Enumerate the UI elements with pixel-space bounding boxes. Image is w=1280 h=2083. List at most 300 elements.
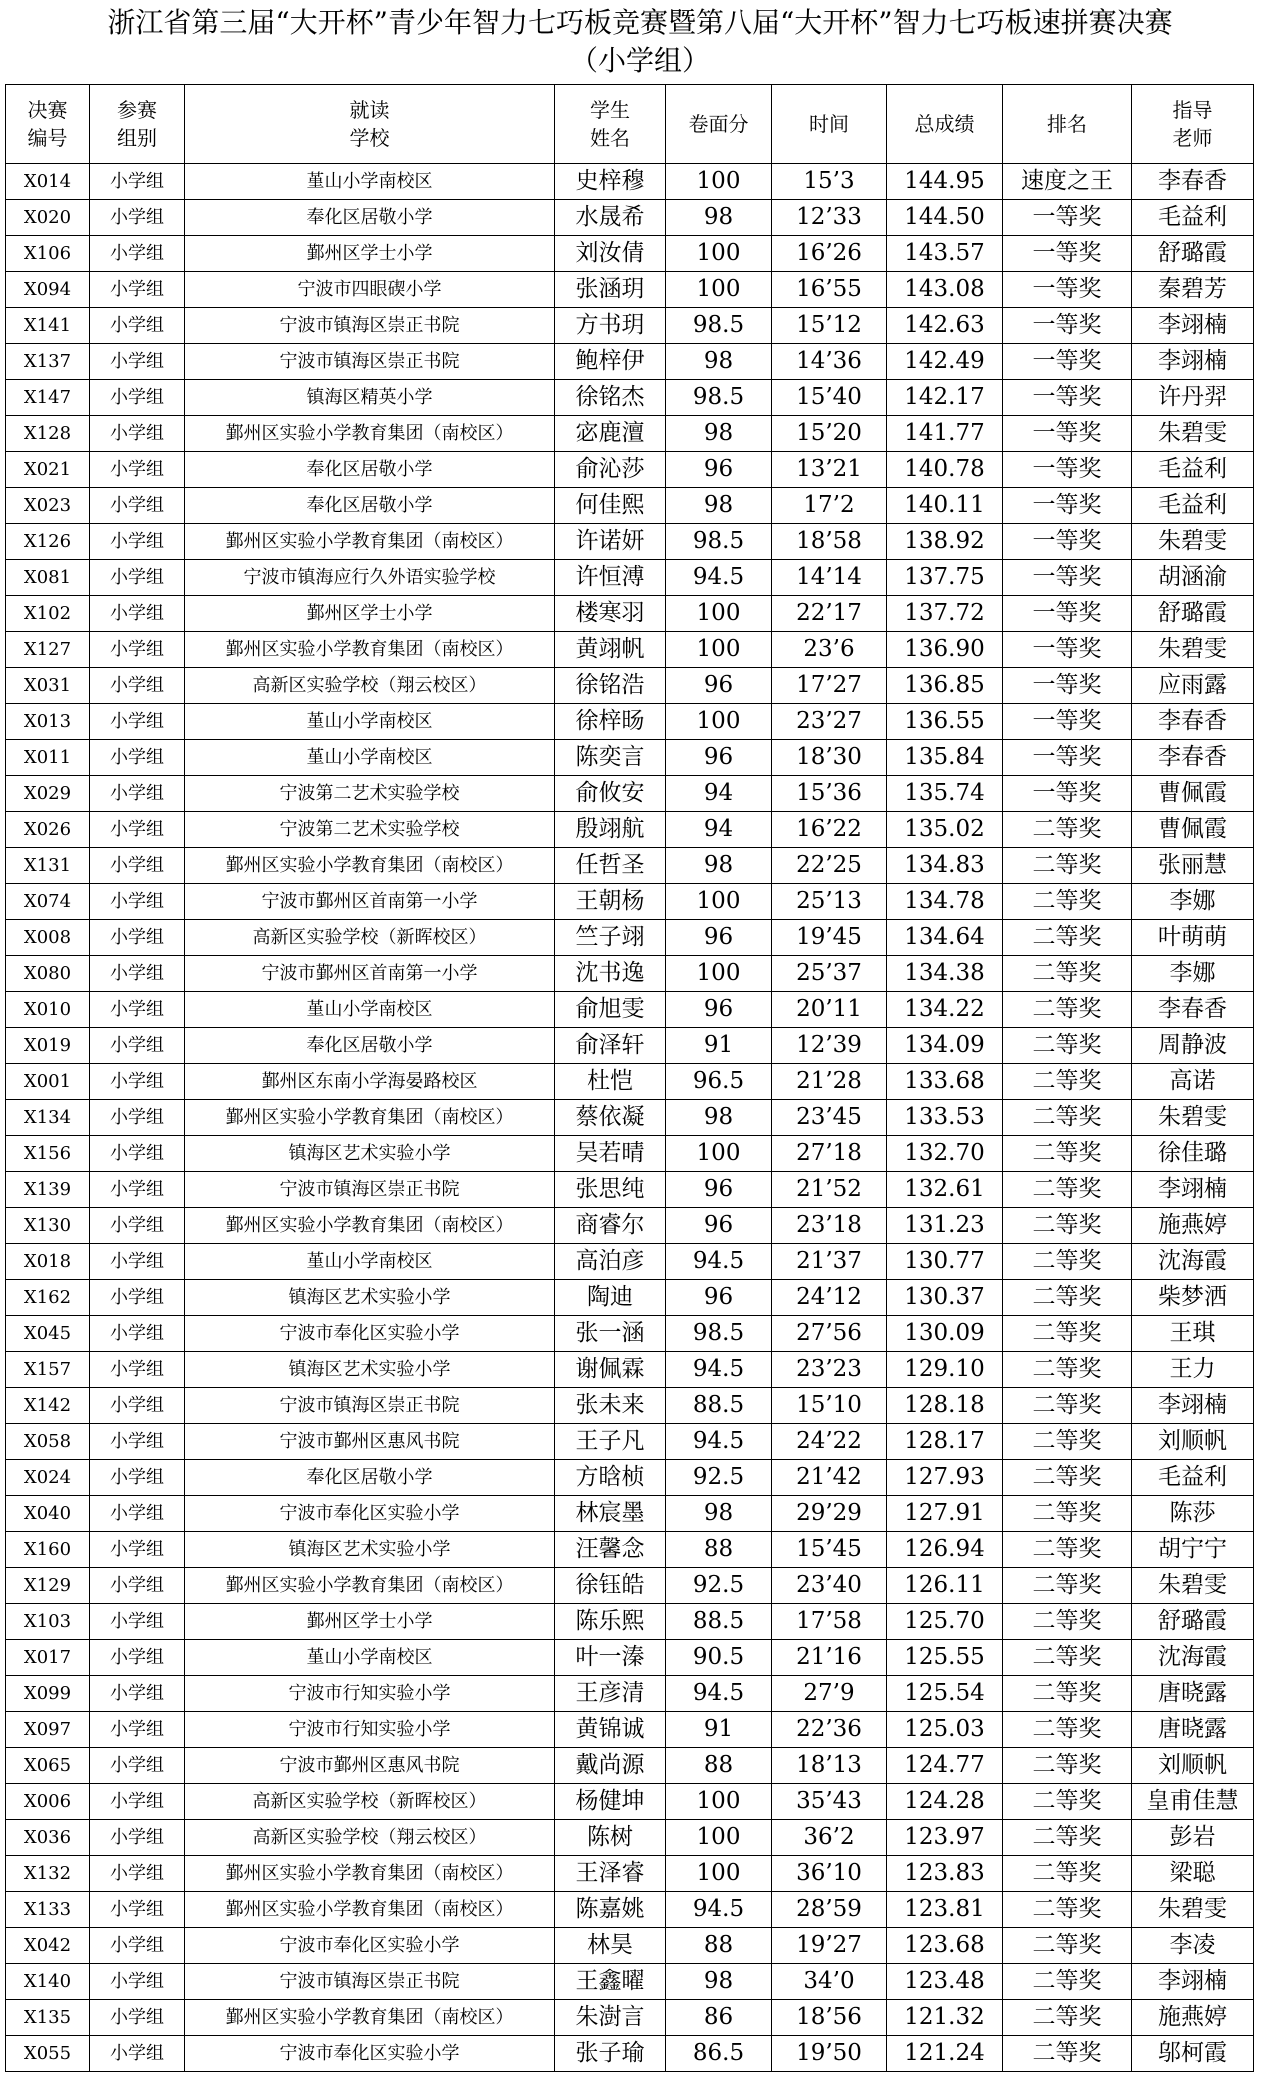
cell-student-name: 黄锦诚 bbox=[555, 1712, 666, 1748]
cell-paper-score: 100 bbox=[666, 1820, 772, 1856]
cell-student-name: 史梓穆 bbox=[555, 164, 666, 200]
table-row bbox=[6, 1388, 1254, 1424]
cell-school: 宁波市行知实验小学 bbox=[185, 1712, 555, 1748]
cell-paper-score: 98 bbox=[666, 344, 772, 380]
cell-total-score: 123.97 bbox=[887, 1820, 1003, 1856]
table-body bbox=[6, 164, 1254, 2072]
cell-final-id: X128 bbox=[6, 416, 90, 452]
cell-paper-score: 100 bbox=[666, 272, 772, 308]
cell-time: 23’18 bbox=[772, 1208, 887, 1244]
cell-paper-score: 94.5 bbox=[666, 1244, 772, 1280]
table-row bbox=[6, 1640, 1254, 1676]
cell-student-name: 张思纯 bbox=[555, 1172, 666, 1208]
cell-final-id: X102 bbox=[6, 596, 90, 632]
cell-total-score: 125.70 bbox=[887, 1604, 1003, 1640]
cell-time: 35’43 bbox=[772, 1784, 887, 1820]
cell-teacher: 皇甫佳慧 bbox=[1132, 1784, 1254, 1820]
cell-group: 小学组 bbox=[90, 1748, 185, 1784]
cell-teacher: 唐晓露 bbox=[1132, 1712, 1254, 1748]
cell-group: 小学组 bbox=[90, 2000, 185, 2036]
cell-ranking: 二等奖 bbox=[1003, 1856, 1132, 1892]
cell-ranking: 二等奖 bbox=[1003, 1820, 1132, 1856]
cell-total-score: 134.09 bbox=[887, 1028, 1003, 1064]
cell-group: 小学组 bbox=[90, 1172, 185, 1208]
header-total-score bbox=[887, 85, 1003, 164]
cell-time: 24’12 bbox=[772, 1280, 887, 1316]
cell-teacher: 李娜 bbox=[1132, 956, 1254, 992]
table-row bbox=[6, 956, 1254, 992]
cell-group: 小学组 bbox=[90, 2036, 185, 2072]
cell-school: 鄞州区学士小学 bbox=[185, 1604, 555, 1640]
cell-teacher: 张丽慧 bbox=[1132, 848, 1254, 884]
cell-final-id: X129 bbox=[6, 1568, 90, 1604]
cell-final-id: X157 bbox=[6, 1352, 90, 1388]
cell-school: 宁波市四眼碶小学 bbox=[185, 272, 555, 308]
table-row bbox=[6, 452, 1254, 488]
cell-paper-score: 88 bbox=[666, 1532, 772, 1568]
cell-total-score: 137.72 bbox=[887, 596, 1003, 632]
cell-group: 小学组 bbox=[90, 524, 185, 560]
cell-paper-score: 94 bbox=[666, 812, 772, 848]
cell-ranking: 一等奖 bbox=[1003, 452, 1132, 488]
cell-group: 小学组 bbox=[90, 308, 185, 344]
header-label-line1: 排名 bbox=[1047, 112, 1087, 136]
cell-final-id: X147 bbox=[6, 380, 90, 416]
cell-school: 宁波市镇海区崇正书院 bbox=[185, 1964, 555, 2000]
cell-final-id: X162 bbox=[6, 1280, 90, 1316]
cell-final-id: X142 bbox=[6, 1388, 90, 1424]
table-row bbox=[6, 560, 1254, 596]
cell-final-id: X106 bbox=[6, 236, 90, 272]
cell-final-id: X055 bbox=[6, 2036, 90, 2072]
cell-group: 小学组 bbox=[90, 200, 185, 236]
cell-ranking: 一等奖 bbox=[1003, 560, 1132, 596]
cell-student-name: 谢佩霖 bbox=[555, 1352, 666, 1388]
cell-time: 25’13 bbox=[772, 884, 887, 920]
cell-final-id: X021 bbox=[6, 452, 90, 488]
table-header bbox=[6, 85, 1254, 164]
cell-group: 小学组 bbox=[90, 1460, 185, 1496]
table-row bbox=[6, 668, 1254, 704]
cell-teacher: 彭岩 bbox=[1132, 1820, 1254, 1856]
cell-paper-score: 91 bbox=[666, 1712, 772, 1748]
cell-time: 15’45 bbox=[772, 1532, 887, 1568]
cell-time: 16’55 bbox=[772, 272, 887, 308]
cell-total-score: 143.08 bbox=[887, 272, 1003, 308]
cell-paper-score: 98 bbox=[666, 416, 772, 452]
cell-ranking: 二等奖 bbox=[1003, 1604, 1132, 1640]
table-row bbox=[6, 1676, 1254, 1712]
cell-total-score: 140.11 bbox=[887, 488, 1003, 524]
cell-total-score: 136.55 bbox=[887, 704, 1003, 740]
cell-final-id: X103 bbox=[6, 1604, 90, 1640]
cell-ranking: 二等奖 bbox=[1003, 812, 1132, 848]
cell-paper-score: 100 bbox=[666, 596, 772, 632]
cell-school: 鄞州区实验小学教育集团（南校区） bbox=[185, 1208, 555, 1244]
cell-final-id: X001 bbox=[6, 1064, 90, 1100]
header-row bbox=[6, 85, 1254, 164]
cell-paper-score: 100 bbox=[666, 1784, 772, 1820]
cell-school: 鄞州区实验小学教育集团（南校区） bbox=[185, 416, 555, 452]
cell-teacher: 毛益利 bbox=[1132, 488, 1254, 524]
cell-ranking: 二等奖 bbox=[1003, 1028, 1132, 1064]
header-ranking bbox=[1003, 85, 1132, 164]
cell-student-name: 杨健坤 bbox=[555, 1784, 666, 1820]
cell-paper-score: 98.5 bbox=[666, 308, 772, 344]
cell-time: 15’40 bbox=[772, 380, 887, 416]
cell-school: 宁波市鄞州区惠风书院 bbox=[185, 1748, 555, 1784]
table-row bbox=[6, 380, 1254, 416]
cell-teacher: 许丹羿 bbox=[1132, 380, 1254, 416]
cell-ranking: 二等奖 bbox=[1003, 1568, 1132, 1604]
cell-student-name: 王鑫曜 bbox=[555, 1964, 666, 2000]
cell-ranking: 一等奖 bbox=[1003, 380, 1132, 416]
cell-paper-score: 98.5 bbox=[666, 380, 772, 416]
cell-student-name: 方晗桢 bbox=[555, 1460, 666, 1496]
cell-student-name: 张未来 bbox=[555, 1388, 666, 1424]
cell-final-id: X134 bbox=[6, 1100, 90, 1136]
cell-teacher: 梁聪 bbox=[1132, 1856, 1254, 1892]
cell-student-name: 俞攸安 bbox=[555, 776, 666, 812]
cell-group: 小学组 bbox=[90, 668, 185, 704]
cell-student-name: 俞旭雯 bbox=[555, 992, 666, 1028]
cell-student-name: 王泽睿 bbox=[555, 1856, 666, 1892]
cell-group: 小学组 bbox=[90, 1352, 185, 1388]
cell-ranking: 二等奖 bbox=[1003, 1964, 1132, 2000]
cell-final-id: X023 bbox=[6, 488, 90, 524]
table-row bbox=[6, 596, 1254, 632]
cell-paper-score: 96 bbox=[666, 1208, 772, 1244]
cell-total-score: 124.28 bbox=[887, 1784, 1003, 1820]
cell-paper-score: 96 bbox=[666, 992, 772, 1028]
cell-time: 15’20 bbox=[772, 416, 887, 452]
table-row bbox=[6, 848, 1254, 884]
cell-student-name: 许恒溥 bbox=[555, 560, 666, 596]
cell-ranking: 二等奖 bbox=[1003, 956, 1132, 992]
header-label-line1: 就读 bbox=[349, 98, 390, 122]
cell-final-id: X018 bbox=[6, 1244, 90, 1280]
cell-group: 小学组 bbox=[90, 1892, 185, 1928]
cell-school: 宁波市镇海区崇正书院 bbox=[185, 308, 555, 344]
cell-group: 小学组 bbox=[90, 1136, 185, 1172]
table-row bbox=[6, 1136, 1254, 1172]
cell-final-id: X140 bbox=[6, 1964, 90, 2000]
cell-final-id: X017 bbox=[6, 1640, 90, 1676]
cell-student-name: 鲍梓伊 bbox=[555, 344, 666, 380]
cell-time: 21’37 bbox=[772, 1244, 887, 1280]
cell-time: 27’56 bbox=[772, 1316, 887, 1352]
table-row bbox=[6, 1964, 1254, 2000]
cell-student-name: 蔡依凝 bbox=[555, 1100, 666, 1136]
cell-group: 小学组 bbox=[90, 488, 185, 524]
cell-group: 小学组 bbox=[90, 380, 185, 416]
cell-paper-score: 98.5 bbox=[666, 524, 772, 560]
cell-time: 19’50 bbox=[772, 2036, 887, 2072]
cell-student-name: 宓鹿澶 bbox=[555, 416, 666, 452]
cell-teacher: 徐佳璐 bbox=[1132, 1136, 1254, 1172]
table-row bbox=[6, 1352, 1254, 1388]
table-row bbox=[6, 1208, 1254, 1244]
table-row bbox=[6, 1712, 1254, 1748]
cell-total-score: 133.53 bbox=[887, 1100, 1003, 1136]
cell-final-id: X130 bbox=[6, 1208, 90, 1244]
cell-paper-score: 96.5 bbox=[666, 1064, 772, 1100]
cell-teacher: 舒璐霞 bbox=[1132, 236, 1254, 272]
cell-total-score: 136.90 bbox=[887, 632, 1003, 668]
table-row bbox=[6, 740, 1254, 776]
cell-final-id: X008 bbox=[6, 920, 90, 956]
cell-time: 29’29 bbox=[772, 1496, 887, 1532]
cell-group: 小学组 bbox=[90, 1568, 185, 1604]
cell-final-id: X099 bbox=[6, 1676, 90, 1712]
cell-final-id: X126 bbox=[6, 524, 90, 560]
cell-student-name: 陈树 bbox=[555, 1820, 666, 1856]
cell-teacher: 胡宁宁 bbox=[1132, 1532, 1254, 1568]
cell-school: 奉化区居敬小学 bbox=[185, 452, 555, 488]
table-row bbox=[6, 524, 1254, 560]
cell-time: 23’40 bbox=[772, 1568, 887, 1604]
cell-school: 宁波市鄞州区惠风书院 bbox=[185, 1424, 555, 1460]
cell-student-name: 王朝杨 bbox=[555, 884, 666, 920]
cell-ranking: 二等奖 bbox=[1003, 1208, 1132, 1244]
table-row bbox=[6, 776, 1254, 812]
cell-group: 小学组 bbox=[90, 1532, 185, 1568]
cell-paper-score: 94.5 bbox=[666, 1892, 772, 1928]
cell-ranking: 二等奖 bbox=[1003, 1064, 1132, 1100]
cell-time: 16’22 bbox=[772, 812, 887, 848]
cell-ranking: 二等奖 bbox=[1003, 2000, 1132, 2036]
cell-final-id: X074 bbox=[6, 884, 90, 920]
cell-total-score: 124.77 bbox=[887, 1748, 1003, 1784]
cell-ranking: 一等奖 bbox=[1003, 596, 1132, 632]
cell-ranking: 二等奖 bbox=[1003, 1136, 1132, 1172]
cell-final-id: X081 bbox=[6, 560, 90, 596]
header-label-line2: 老师 bbox=[1172, 126, 1213, 150]
cell-student-name: 何佳熙 bbox=[555, 488, 666, 524]
cell-school: 镇海区艺术实验小学 bbox=[185, 1352, 555, 1388]
cell-final-id: X135 bbox=[6, 2000, 90, 2036]
cell-time: 36’10 bbox=[772, 1856, 887, 1892]
cell-time: 16’26 bbox=[772, 236, 887, 272]
cell-time: 17’27 bbox=[772, 668, 887, 704]
cell-paper-score: 94.5 bbox=[666, 1424, 772, 1460]
cell-teacher: 高诺 bbox=[1132, 1064, 1254, 1100]
cell-total-score: 142.49 bbox=[887, 344, 1003, 380]
table-row bbox=[6, 812, 1254, 848]
cell-student-name: 林宸墨 bbox=[555, 1496, 666, 1532]
header-label-line1: 指导 bbox=[1172, 98, 1213, 122]
cell-group: 小学组 bbox=[90, 1064, 185, 1100]
cell-final-id: X006 bbox=[6, 1784, 90, 1820]
cell-student-name: 商睿尔 bbox=[555, 1208, 666, 1244]
cell-paper-score: 91 bbox=[666, 1028, 772, 1064]
cell-group: 小学组 bbox=[90, 1100, 185, 1136]
cell-paper-score: 100 bbox=[666, 236, 772, 272]
cell-school: 高新区实验学校（新晖校区） bbox=[185, 1784, 555, 1820]
table-row bbox=[6, 488, 1254, 524]
cell-student-name: 陶迪 bbox=[555, 1280, 666, 1316]
cell-teacher: 李娜 bbox=[1132, 884, 1254, 920]
cell-paper-score: 98 bbox=[666, 1496, 772, 1532]
cell-paper-score: 88 bbox=[666, 1928, 772, 1964]
cell-paper-score: 100 bbox=[666, 1136, 772, 1172]
cell-final-id: X127 bbox=[6, 632, 90, 668]
cell-ranking: 一等奖 bbox=[1003, 704, 1132, 740]
cell-final-id: X013 bbox=[6, 704, 90, 740]
cell-time: 36’2 bbox=[772, 1820, 887, 1856]
cell-final-id: X024 bbox=[6, 1460, 90, 1496]
cell-time: 19’27 bbox=[772, 1928, 887, 1964]
cell-ranking: 二等奖 bbox=[1003, 1676, 1132, 1712]
cell-school: 鄞州区实验小学教育集团（南校区） bbox=[185, 632, 555, 668]
cell-total-score: 125.55 bbox=[887, 1640, 1003, 1676]
cell-time: 22’25 bbox=[772, 848, 887, 884]
header-label-line1: 学生 bbox=[590, 98, 630, 122]
cell-student-name: 叶一溱 bbox=[555, 1640, 666, 1676]
cell-group: 小学组 bbox=[90, 1676, 185, 1712]
cell-final-id: X036 bbox=[6, 1820, 90, 1856]
cell-paper-score: 100 bbox=[666, 884, 772, 920]
table-row bbox=[6, 632, 1254, 668]
table-row bbox=[6, 1820, 1254, 1856]
cell-paper-score: 100 bbox=[666, 956, 772, 992]
cell-paper-score: 98 bbox=[666, 1964, 772, 2000]
cell-school: 宁波第二艺术实验学校 bbox=[185, 812, 555, 848]
cell-time: 17’2 bbox=[772, 488, 887, 524]
cell-ranking: 二等奖 bbox=[1003, 1928, 1132, 1964]
cell-student-name: 俞泽轩 bbox=[555, 1028, 666, 1064]
cell-teacher: 李翊楠 bbox=[1132, 308, 1254, 344]
cell-teacher: 曹佩霞 bbox=[1132, 776, 1254, 812]
cell-final-id: X133 bbox=[6, 1892, 90, 1928]
cell-paper-score: 100 bbox=[666, 1856, 772, 1892]
cell-school: 鄞州区实验小学教育集团（南校区） bbox=[185, 848, 555, 884]
cell-teacher: 施燕婷 bbox=[1132, 1208, 1254, 1244]
cell-time: 22’17 bbox=[772, 596, 887, 632]
cell-total-score: 140.78 bbox=[887, 452, 1003, 488]
cell-student-name: 杜恺 bbox=[555, 1064, 666, 1100]
cell-school: 宁波市镇海区崇正书院 bbox=[185, 344, 555, 380]
cell-teacher: 胡涵渝 bbox=[1132, 560, 1254, 596]
cell-paper-score: 88.5 bbox=[666, 1388, 772, 1424]
cell-student-name: 徐铭杰 bbox=[555, 380, 666, 416]
cell-total-score: 133.68 bbox=[887, 1064, 1003, 1100]
cell-teacher: 李春香 bbox=[1132, 704, 1254, 740]
document-subtitle: （小学组） bbox=[569, 44, 710, 77]
cell-time: 18’56 bbox=[772, 2000, 887, 2036]
cell-group: 小学组 bbox=[90, 1280, 185, 1316]
table-row bbox=[6, 1784, 1254, 1820]
cell-total-score: 134.38 bbox=[887, 956, 1003, 992]
table-row bbox=[6, 704, 1254, 740]
cell-final-id: X097 bbox=[6, 1712, 90, 1748]
cell-teacher: 王力 bbox=[1132, 1352, 1254, 1388]
cell-group: 小学组 bbox=[90, 236, 185, 272]
cell-final-id: X020 bbox=[6, 200, 90, 236]
header-time bbox=[772, 85, 887, 164]
cell-student-name: 俞沁莎 bbox=[555, 452, 666, 488]
cell-school: 鄞州区东南小学海晏路校区 bbox=[185, 1064, 555, 1100]
cell-ranking: 二等奖 bbox=[1003, 1532, 1132, 1568]
cell-group: 小学组 bbox=[90, 920, 185, 956]
cell-teacher: 叶萌萌 bbox=[1132, 920, 1254, 956]
cell-total-score: 128.17 bbox=[887, 1424, 1003, 1460]
cell-paper-score: 88.5 bbox=[666, 1604, 772, 1640]
cell-final-id: X160 bbox=[6, 1532, 90, 1568]
cell-teacher: 朱碧雯 bbox=[1132, 1100, 1254, 1136]
cell-paper-score: 96 bbox=[666, 920, 772, 956]
cell-paper-score: 86 bbox=[666, 2000, 772, 2036]
cell-teacher: 柴梦洒 bbox=[1132, 1280, 1254, 1316]
cell-paper-score: 92.5 bbox=[666, 1460, 772, 1496]
cell-school: 堇山小学南校区 bbox=[185, 704, 555, 740]
cell-student-name: 陈嘉姚 bbox=[555, 1892, 666, 1928]
cell-ranking: 速度之王 bbox=[1003, 164, 1132, 200]
cell-total-score: 126.94 bbox=[887, 1532, 1003, 1568]
cell-student-name: 徐铭浩 bbox=[555, 668, 666, 704]
cell-total-score: 123.81 bbox=[887, 1892, 1003, 1928]
header-school bbox=[185, 85, 555, 164]
cell-paper-score: 88 bbox=[666, 1748, 772, 1784]
cell-group: 小学组 bbox=[90, 596, 185, 632]
cell-student-name: 戴尚源 bbox=[555, 1748, 666, 1784]
cell-ranking: 二等奖 bbox=[1003, 1244, 1132, 1280]
cell-paper-score: 94.5 bbox=[666, 1352, 772, 1388]
cell-group: 小学组 bbox=[90, 1964, 185, 2000]
cell-time: 15’36 bbox=[772, 776, 887, 812]
cell-group: 小学组 bbox=[90, 1820, 185, 1856]
cell-student-name: 楼寒羽 bbox=[555, 596, 666, 632]
cell-time: 21’42 bbox=[772, 1460, 887, 1496]
header-final-id bbox=[6, 85, 90, 164]
cell-ranking: 一等奖 bbox=[1003, 344, 1132, 380]
cell-teacher: 邬柯霞 bbox=[1132, 2036, 1254, 2072]
cell-school: 宁波市鄞州区首南第一小学 bbox=[185, 884, 555, 920]
table-row bbox=[6, 272, 1254, 308]
cell-school: 镇海区精英小学 bbox=[185, 380, 555, 416]
cell-teacher: 李翊楠 bbox=[1132, 344, 1254, 380]
cell-paper-score: 90.5 bbox=[666, 1640, 772, 1676]
cell-teacher: 沈海霞 bbox=[1132, 1640, 1254, 1676]
cell-total-score: 130.77 bbox=[887, 1244, 1003, 1280]
cell-teacher: 朱碧雯 bbox=[1132, 416, 1254, 452]
cell-ranking: 一等奖 bbox=[1003, 668, 1132, 704]
cell-teacher: 秦碧芳 bbox=[1132, 272, 1254, 308]
cell-total-score: 141.77 bbox=[887, 416, 1003, 452]
cell-school: 鄞州区实验小学教育集团（南校区） bbox=[185, 2000, 555, 2036]
cell-school: 堇山小学南校区 bbox=[185, 740, 555, 776]
cell-paper-score: 100 bbox=[666, 632, 772, 668]
cell-time: 20’11 bbox=[772, 992, 887, 1028]
table-row bbox=[6, 920, 1254, 956]
cell-total-score: 121.24 bbox=[887, 2036, 1003, 2072]
cell-time: 13’21 bbox=[772, 452, 887, 488]
cell-ranking: 二等奖 bbox=[1003, 992, 1132, 1028]
cell-ranking: 一等奖 bbox=[1003, 632, 1132, 668]
cell-ranking: 二等奖 bbox=[1003, 1748, 1132, 1784]
header-label-line1: 时间 bbox=[809, 112, 849, 136]
cell-total-score: 142.63 bbox=[887, 308, 1003, 344]
cell-teacher: 朱碧雯 bbox=[1132, 1568, 1254, 1604]
cell-total-score: 135.02 bbox=[887, 812, 1003, 848]
cell-teacher: 应雨露 bbox=[1132, 668, 1254, 704]
cell-school: 宁波市奉化区实验小学 bbox=[185, 1316, 555, 1352]
cell-time: 21’16 bbox=[772, 1640, 887, 1676]
cell-group: 小学组 bbox=[90, 1712, 185, 1748]
cell-time: 34’0 bbox=[772, 1964, 887, 2000]
cell-final-id: X014 bbox=[6, 164, 90, 200]
cell-group: 小学组 bbox=[90, 272, 185, 308]
